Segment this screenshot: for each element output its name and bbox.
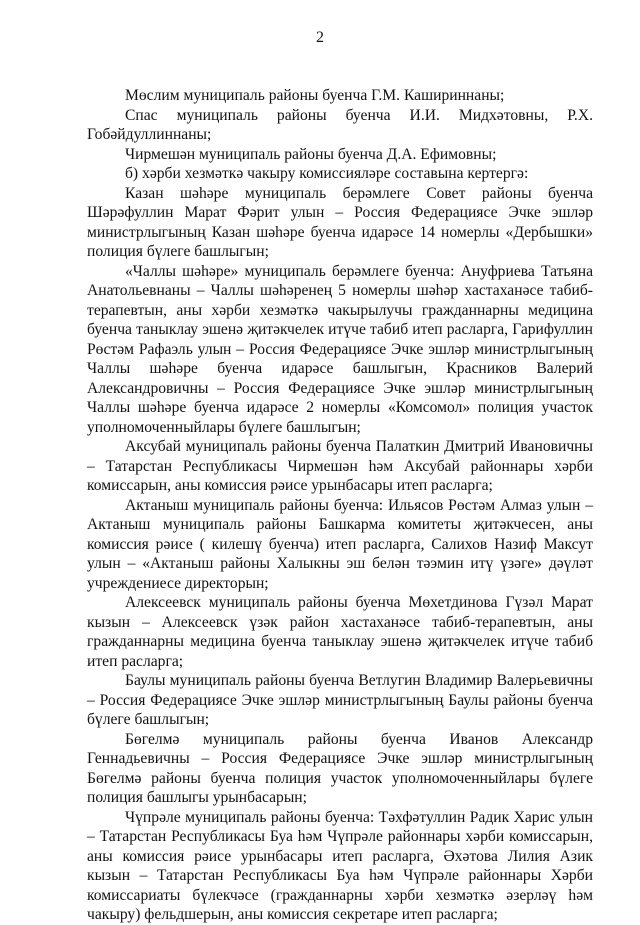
- paragraph-cheremshan: Чирмешән муниципаль районы буенча Д.А. Ефимовны;: [125, 145, 497, 163]
- paragraph-chuprale: Чүпрәле муниципаль районы буенча: Тәхфәтуллин Радик Харис улын – Татарстан Республикасы Буа һәм Чүпрәле районнары хәрби комиссарын, аны комиссия рәисе урынбасары итеп расларга, Әхәтова Лилия Азик кызын – Татарстан Республикасы Буа һәм Чүпрәле районнары Хәрби комиссариаты бүлекчәсе (гражданнарны хәрби хезмәткә әзерләү һәм чакыру) фельдшерын, аны комиссия секретаре итеп расларга;: [87, 808, 593, 923]
- paragraph-bugulma: Бөгелмә муниципаль районы буенча Иванов Александр Геннадьевичны – Россия Федерациясе Эчке эшләр министрлыгының Бөгелмә районы буенча полиция участок уполномоченныйлары бүлеге полиция башлыгы урынбасарын;: [87, 730, 593, 806]
- paragraph-bauly: Баулы муниципаль районы буенча Ветлугин Владимир Валерьевичны – Россия Федерациясе Эчке эшләр министрлыгының Баулы районы буенча бүлеге башлыгын;: [87, 672, 593, 728]
- document-body: [87, 86, 593, 925]
- page-number: 2: [316, 29, 324, 46]
- paragraph-spas: Спас муниципаль районы буенча И.И. Мидхәтовны, Р.Х. Гобәйдуллиннаны;: [87, 106, 593, 143]
- paragraph-muslim: Мөслим муниципаль районы буенча Г.М. Кашириннаны;: [125, 87, 505, 104]
- paragraph-aksubay: Аксубай муниципаль районы буенча Палаткин Дмитрий Ивановичны – Татарстан Республикасы Чирмешән һәм Аксубай районнары хәрби комиссарын, аны комиссия рәисе урынбасары итеп расларга;: [87, 438, 593, 494]
- paragraph-chally: «Чаллы шәһәре» муниципаль берәмлеге буенча: Ануфриева Татьяна Анатольевнаны – Чаллы шәһәренең 5 номерлы шәһәр хастаханәсе табиб-терапевтын, аны хәрби хезмәткә чакырылучы гражданнарны медицина буенча таныклау эшенә җитәкчелек итүче табиб итеп расларга, Гарифуллин Рөстәм Рафаэль улын – Россия Федерациясе Эчке эшләр министрлыгының Чаллы шәһәре буенча идарәсе башлыгын, Красников Валерий Александровичны – Россия Федерациясе Эчке эшләр министрлыгының Чаллы шәһәре буенча идарәсе 2 номерлы «Комсомол» полиция участок уполномоченныйлары бүлеге башлыгын;: [87, 262, 593, 436]
- paragraph-aktanysh: Актаныш муниципаль районы буенча: Ильясов Рөстәм Алмаз улын – Актаныш муниципаль районы Башкарма комитеты җитәкчесен, аны комиссия рәисе ( килешү буенча) итеп расларга, Салихов Назиф Максут улын – «Актаныш районы Халыкны эш белән тәэмин итү үзәге» дәүләт учреждениесе директорын;: [87, 496, 593, 592]
- paragraph-alekseevsk: Алексеевск муниципаль районы буенча Мөхетдинова Гүзәл Марат кызын – Алексеевск үзәк район хастаханәсе табиб-терапевтын, аны гражданнарны медицина буенча таныклау эшенә җитәкчелек итүче табиб итеп расларга;: [87, 594, 593, 670]
- paragraph-kazan-sovetsky: Казан шәһәре муниципаль берәмлеге Совет районы буенча Шәрәфуллин Марат Фәрит улын – Россия Федерациясе Эчке эшләр министрлыгының Казан шәһәре буенча идарәсе 14 номерлы «Дербышки» полиция бүлеге башлыгын;: [87, 184, 593, 260]
- paragraph-subheading-b: б) хәрби хезмәткә чакыру комиссияләре составына кертергә:: [125, 165, 529, 182]
